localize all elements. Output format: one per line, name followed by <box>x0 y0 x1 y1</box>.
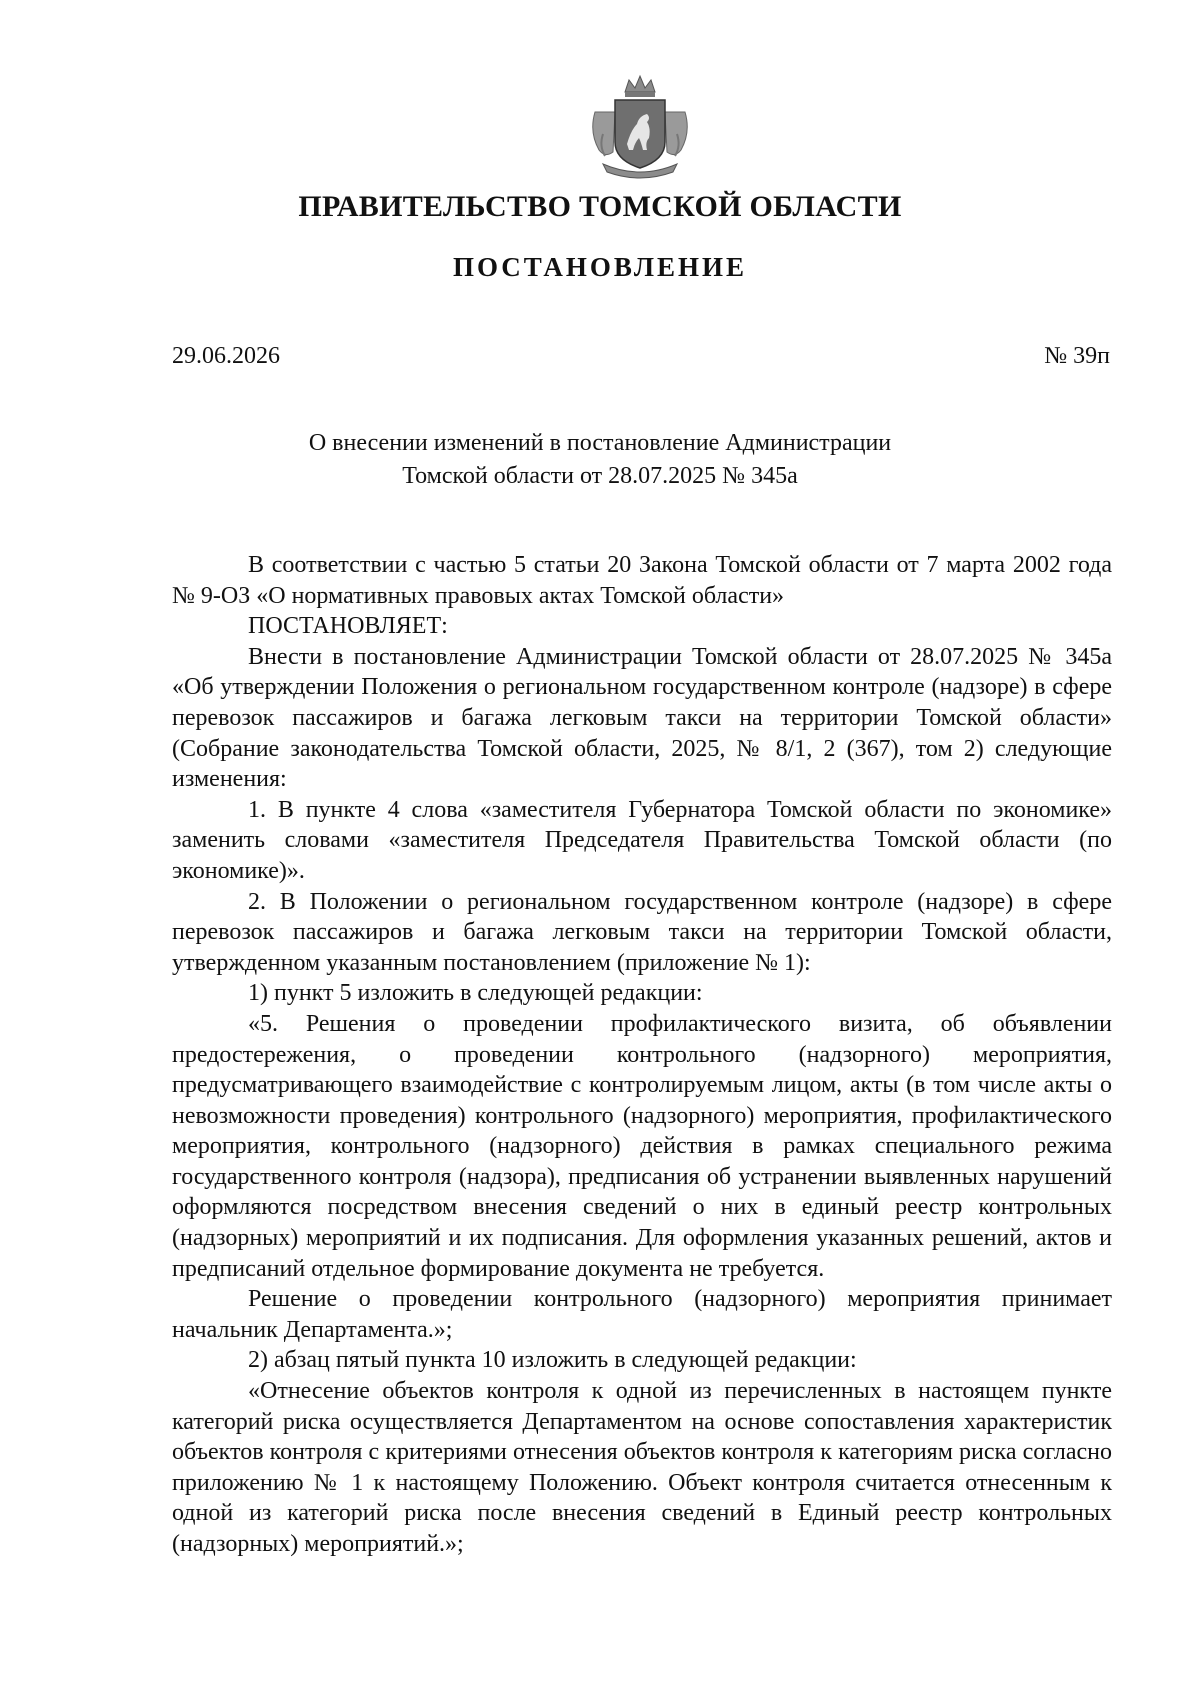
paragraph: 2. В Положении о региональном государственном контроле (надзоре) в сфере перевозок пассажиров и багажа легковым такси на территории Томской области, утвержденном указанным постановлением (приложение № 1): <box>172 888 1112 976</box>
paragraph: Решение о проведении контрольного (надзорного) мероприятия принимает начальник Департамента.»; <box>172 1286 1112 1343</box>
document-body <box>172 550 1112 1560</box>
document-date: 29.06.2026 <box>172 343 280 369</box>
document-subject <box>0 427 1200 493</box>
subject-line: О внесении изменений в постановление Администрации <box>308 430 892 456</box>
paragraph: «5. Решения о проведении профилактического визита, об объявлении предостережения, о проведении контрольного (надзорного) мероприятия, предусматривающего взаимодействие с контролируемым лицом, акты (в том числе акты о невозможности проведения) контрольного (надзорного) мероприятия, профилактического мероприятия, контрольного (надзорного) действия в рамках специального режима государственного контроля (надзора), предписания об устранении выявленных нарушений оформляются посредством внесения сведений о них в единый реестр контрольных (надзорных) мероприятий и их подписания. Для оформления указанных решений, актов и предписаний отдельное формирование документа не требуется. <box>172 1010 1112 1282</box>
paragraph: ПОСТАНОВЛЯЕТ: <box>248 613 448 640</box>
paragraph: 1. В пункте 4 слова «заместителя Губернатора Томской области по экономике» заменить словами «заместителя Председателя Правительства Томской области (по экономике)». <box>172 796 1112 884</box>
tomsk-oblast-coat-of-arms-icon <box>585 72 695 184</box>
document-number: № 39п <box>1044 343 1110 369</box>
document-type: ПОСТАНОВЛЕНИЕ <box>452 252 748 282</box>
paragraph: 2) абзац пятый пункта 10 изложить в следующей редакции: <box>248 1347 857 1374</box>
subject-line: Томской области от 28.07.2025 № 345а <box>402 463 798 489</box>
paragraph: «Отнесение объектов контроля к одной из перечисленных в настоящем пункте категорий риска осуществляется Департаментом на основе сопоставления характеристик объектов контроля с критериями отнесения объектов контроля к категориям риска согласно приложению № 1 к настоящему Положению. Объект контроля считается отнесенным к одной из категорий риска после внесения сведений в Единый реестр контрольных (надзорных) мероприятий.»; <box>172 1378 1112 1557</box>
paragraph: 1) пункт 5 изложить в следующей редакции: <box>248 980 703 1007</box>
paragraph: В соответствии с частью 5 статьи 20 Закона Томской области от 7 марта 2002 года № 9-ОЗ «О нормативных правовых актах Томской области» <box>172 552 1112 609</box>
paragraph: Внести в постановление Администрации Томской области от 28.07.2025 № 345а «Об утверждении Положения о региональном государственном контроле (надзоре) в сфере перевозок пассажиров и багажа легковым такси на территории Томской области» (Собрание законодательства Томской области, 2025, № 8/1, 2 (367), том 2) следующие изменения: <box>172 643 1112 793</box>
organization-title: ПРАВИТЕЛЬСТВО ТОМСКОЙ ОБЛАСТИ <box>298 190 902 223</box>
